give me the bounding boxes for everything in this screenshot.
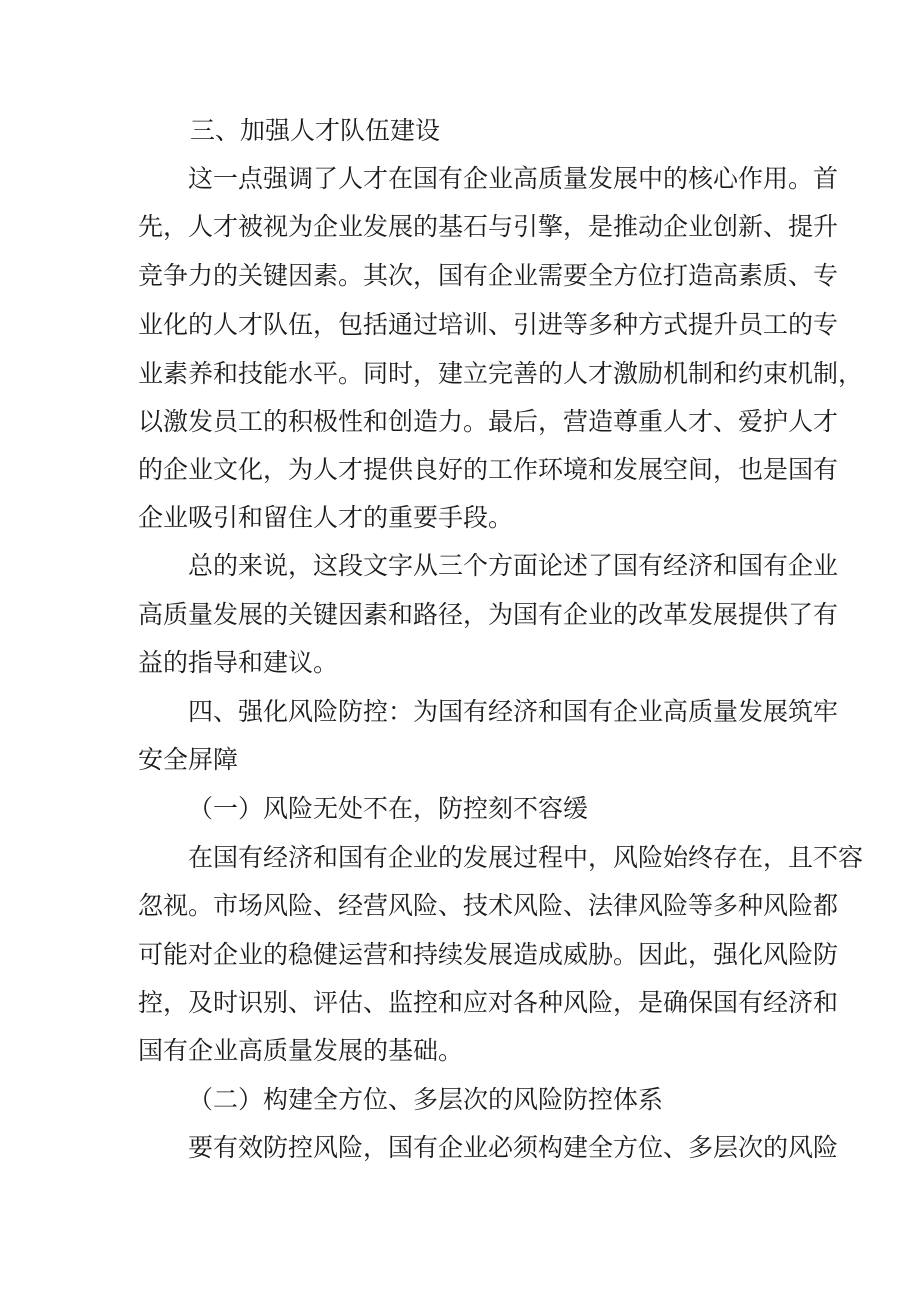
paragraph-line: 业素养和技能水平。同时，建立完善的人才激励机制和约束机制， xyxy=(138,359,864,388)
paragraph-line: 控，及时识别、评估、监控和应对各种风险，是确保国有经济和 xyxy=(138,988,839,1017)
paragraph-line: 这一点强调了人才在国有企业高质量发展中的核心作用。首 xyxy=(188,164,839,193)
paragraph-line: 总的来说，这段文字从三个方面论述了国有经济和国有企业 xyxy=(188,551,839,580)
subsection-heading-2: （二）构建全方位、多层次的风险防控体系 xyxy=(188,1085,664,1114)
section-heading-4: 四、强化风险防控：为国有经济和国有企业高质量发展筑牢 xyxy=(188,697,839,726)
paragraph-line: 高质量发展的关键因素和路径，为国有企业的改革发展提供了有 xyxy=(138,600,839,629)
paragraph-line: 可能对企业的稳健运营和持续发展造成威胁。因此，强化风险防 xyxy=(138,940,839,969)
paragraph-line: 先，人才被视为企业发展的基石与引擎，是推动企业创新、提升 xyxy=(138,212,839,241)
paragraph-line: 业化的人才队伍，包括通过培训、引进等多种方式提升员工的专 xyxy=(138,310,839,339)
paragraph-line: 要有效防控风险，国有企业必须构建全方位、多层次的风险 xyxy=(188,1133,839,1162)
section-heading-3: 三、加强人才队伍建设 xyxy=(190,116,441,145)
section-heading-4-continued: 安全屏障 xyxy=(138,745,239,774)
paragraph-line: 在国有经济和国有企业的发展过程中，风险始终存在，且不容 xyxy=(188,843,864,872)
paragraph-line: 竞争力的关键因素。其次，国有企业需要全方位打造高素质、专 xyxy=(138,261,839,290)
paragraph-line: 以激发员工的积极性和创造力。最后，营造尊重人才、爱护人才 xyxy=(138,407,839,436)
paragraph-line: 的企业文化，为人才提供良好的工作环境和发展空间，也是国有 xyxy=(138,455,839,484)
paragraph-line: 忽视。市场风险、经营风险、技术风险、法律风险等多种风险都 xyxy=(138,891,839,920)
paragraph-line: 益的指导和建议。 xyxy=(138,648,339,677)
paragraph-line: 国有企业高质量发展的基础。 xyxy=(138,1036,464,1065)
paragraph-line: 企业吸引和留住人才的重要手段。 xyxy=(138,503,514,532)
subsection-heading-1: （一）风险无处不在，防控刻不容缓 xyxy=(188,794,589,823)
